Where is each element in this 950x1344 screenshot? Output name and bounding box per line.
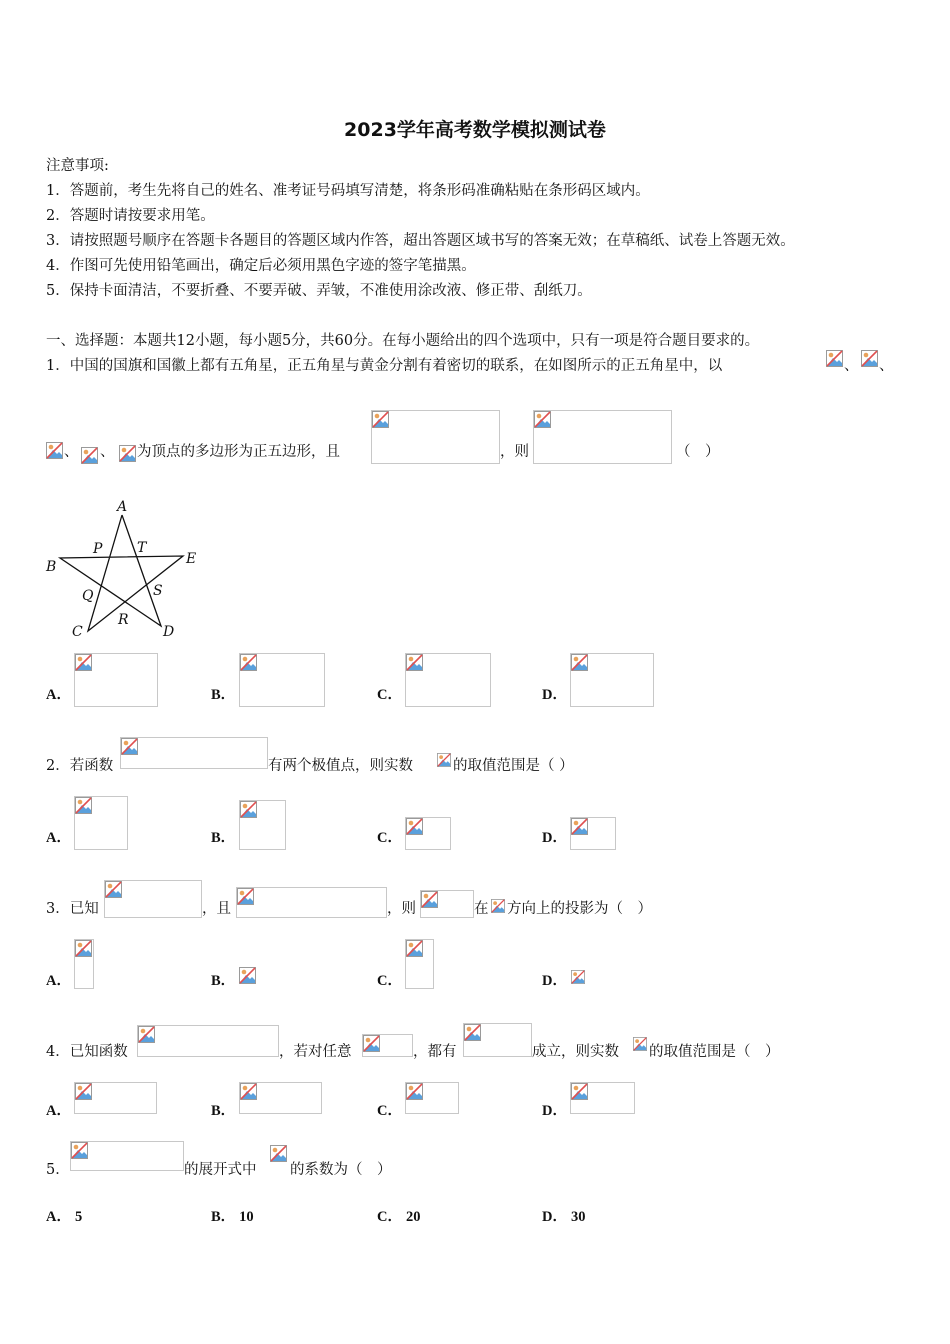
- q4-text-end: 的取值范围是（ ）: [649, 1044, 780, 1060]
- formula-image-icon: [270, 1145, 287, 1162]
- q1-separator: 、: [100, 444, 115, 460]
- option-c-value: 20: [405, 1209, 421, 1225]
- formula-image-icon: [437, 753, 451, 767]
- q1-text-then: ，则: [500, 444, 529, 460]
- pentagram-figure: [40, 496, 205, 646]
- formula-image-icon: [121, 738, 138, 755]
- figure-label-t: T: [137, 540, 147, 556]
- q5-text-middle: 的展开式中: [184, 1162, 257, 1178]
- formula-image-box: [371, 410, 500, 464]
- formula-image-icon: [240, 1083, 257, 1100]
- notice-item: 4．作图可先使用铅笔画出，确定后必须用黑色字迹的签字笔描黑。: [46, 258, 476, 274]
- figure-label-q: Q: [82, 588, 94, 604]
- formula-image-icon: [75, 797, 92, 814]
- section-heading: 一、选择题：本题共12小题，每小题5分，共60分。在每小题给出的四个选项中，只有一项是符合题目要求的。: [46, 333, 760, 349]
- option-b-label: B．: [211, 830, 236, 846]
- q2-text-start: 2．若函数: [46, 758, 114, 774]
- option-d-image[interactable]: [571, 970, 585, 984]
- formula-image-icon: [406, 940, 423, 957]
- option-c-label: C．: [377, 973, 402, 989]
- notice-item: 3．请按照题号顺序在答题卡各题目的答题区域内作答，超出答题区域书写的答案无效；在草稿纸、试卷上答题无效。: [46, 233, 795, 249]
- notice-item: 5．保持卡面清洁，不要折叠、不要弄破、弄皱，不准使用涂改液、修正带、刮纸刀。: [46, 283, 592, 299]
- formula-image-icon: [105, 881, 122, 898]
- notice-item: 2．答题时请按要求用笔。: [46, 208, 215, 224]
- option-b-image[interactable]: [239, 967, 256, 984]
- formula-image-icon: [46, 442, 63, 459]
- option-c-label: C．: [377, 1209, 402, 1225]
- formula-image-icon: [491, 899, 505, 913]
- option-d-label: D．: [542, 973, 567, 989]
- option-d-label: D．: [542, 1209, 567, 1225]
- figure-label-a: A: [117, 499, 128, 515]
- formula-image-icon: [81, 447, 98, 464]
- option-c-label: C．: [377, 687, 402, 703]
- option-a-label: A．: [46, 973, 71, 989]
- formula-image-icon: [75, 654, 92, 671]
- q4-text-any: ，若对任意: [279, 1044, 352, 1060]
- q2-text-middle: 有两个极值点，则实数: [268, 758, 413, 774]
- option-b-label: B．: [211, 1209, 236, 1225]
- formula-image-box: [120, 737, 268, 769]
- option-d-label: D．: [542, 1103, 567, 1119]
- formula-image-icon: [237, 888, 254, 905]
- q4-text-start: 4．已知函数: [46, 1044, 128, 1060]
- formula-image-icon: [372, 411, 389, 428]
- formula-image-icon: [138, 1026, 155, 1043]
- formula-image-icon: [240, 801, 257, 818]
- formula-image-icon: [421, 891, 438, 908]
- q1-separator: 、: [844, 358, 859, 374]
- option-a-label: A．: [46, 687, 71, 703]
- formula-image-icon: [71, 1142, 88, 1159]
- formula-image-icon: [826, 350, 843, 367]
- q2-text-end: 的取值范围是（ ）: [453, 758, 574, 774]
- page-title: 2023学年高考数学模拟测试卷: [344, 119, 606, 141]
- figure-label-e: E: [186, 551, 197, 567]
- option-b[interactable]: [211, 1205, 254, 1226]
- option-d-value: 30: [570, 1209, 586, 1225]
- option-d-label: D．: [542, 687, 567, 703]
- notice-item: 1．答题前，考生先将自己的姓名、准考证号码填写清楚，将条形码准确粘贴在条形码区域内。: [46, 183, 650, 199]
- formula-image-icon: [75, 1083, 92, 1100]
- formula-image-icon: [571, 654, 588, 671]
- q5-text-end: 的系数为（ ）: [290, 1162, 392, 1178]
- q3-text-end: 方向上的投影为（ ）: [507, 901, 652, 917]
- formula-image-icon: [240, 654, 257, 671]
- figure-label-b: B: [46, 559, 57, 575]
- option-b-label: B．: [211, 1103, 236, 1119]
- figure-label-p: P: [93, 541, 103, 557]
- q3-text-and: ，且: [202, 901, 231, 917]
- q1-separator: 、: [879, 358, 894, 374]
- option-a-label: A．: [46, 1209, 71, 1225]
- q4-text-have: ，都有: [413, 1044, 457, 1060]
- q3-text-on: 在: [474, 901, 489, 917]
- formula-image-icon: [406, 1083, 423, 1100]
- option-a-value: 5: [74, 1209, 83, 1225]
- option-c[interactable]: [377, 1205, 420, 1226]
- q5-text-start: 5．: [46, 1162, 70, 1178]
- option-a-label: A．: [46, 830, 71, 846]
- formula-image-icon: [406, 818, 423, 835]
- notice-heading: 注意事项:: [46, 158, 109, 174]
- option-d-label: D．: [542, 830, 567, 846]
- formula-image-box: [533, 410, 672, 464]
- option-d[interactable]: [542, 1205, 585, 1226]
- figure-label-c: C: [72, 624, 83, 640]
- q1-separator: 、: [64, 444, 79, 460]
- formula-image-icon: [571, 1083, 588, 1100]
- formula-image-icon: [363, 1035, 380, 1052]
- formula-image-icon: [861, 350, 878, 367]
- option-c-label: C．: [377, 1103, 402, 1119]
- q1-text-line1: 1．中国的国旗和国徽上都有五角星，正五角星与黄金分割有着密切的联系，在如图所示的正五角星中，以: [46, 358, 723, 374]
- formula-image-box: [236, 887, 387, 918]
- formula-image-icon: [75, 940, 92, 957]
- formula-image-icon: [464, 1024, 481, 1041]
- option-a-label: A．: [46, 1103, 71, 1119]
- q3-text-then: ，则: [387, 901, 416, 917]
- q3-text-start: 3．已知: [46, 901, 99, 917]
- option-b-label: B．: [211, 973, 236, 989]
- figure-label-s: S: [153, 583, 163, 599]
- formula-image-icon: [571, 818, 588, 835]
- formula-image-icon: [633, 1037, 647, 1051]
- formula-image-icon: [534, 411, 551, 428]
- option-b-label: B．: [211, 687, 236, 703]
- formula-image-icon: [119, 445, 136, 462]
- option-a[interactable]: [46, 1205, 82, 1226]
- q1-text-vertices: 为顶点的多边形为正五边形，且: [137, 444, 340, 460]
- option-c-label: C．: [377, 830, 402, 846]
- figure-label-r: R: [118, 612, 129, 628]
- figure-label-d: D: [163, 624, 175, 640]
- formula-image-icon: [406, 654, 423, 671]
- q4-text-holds: 成立，则实数: [532, 1044, 619, 1060]
- formula-image-box: [137, 1025, 279, 1057]
- option-b-value: 10: [239, 1209, 254, 1225]
- q1-answer-paren: （ ）: [676, 444, 720, 460]
